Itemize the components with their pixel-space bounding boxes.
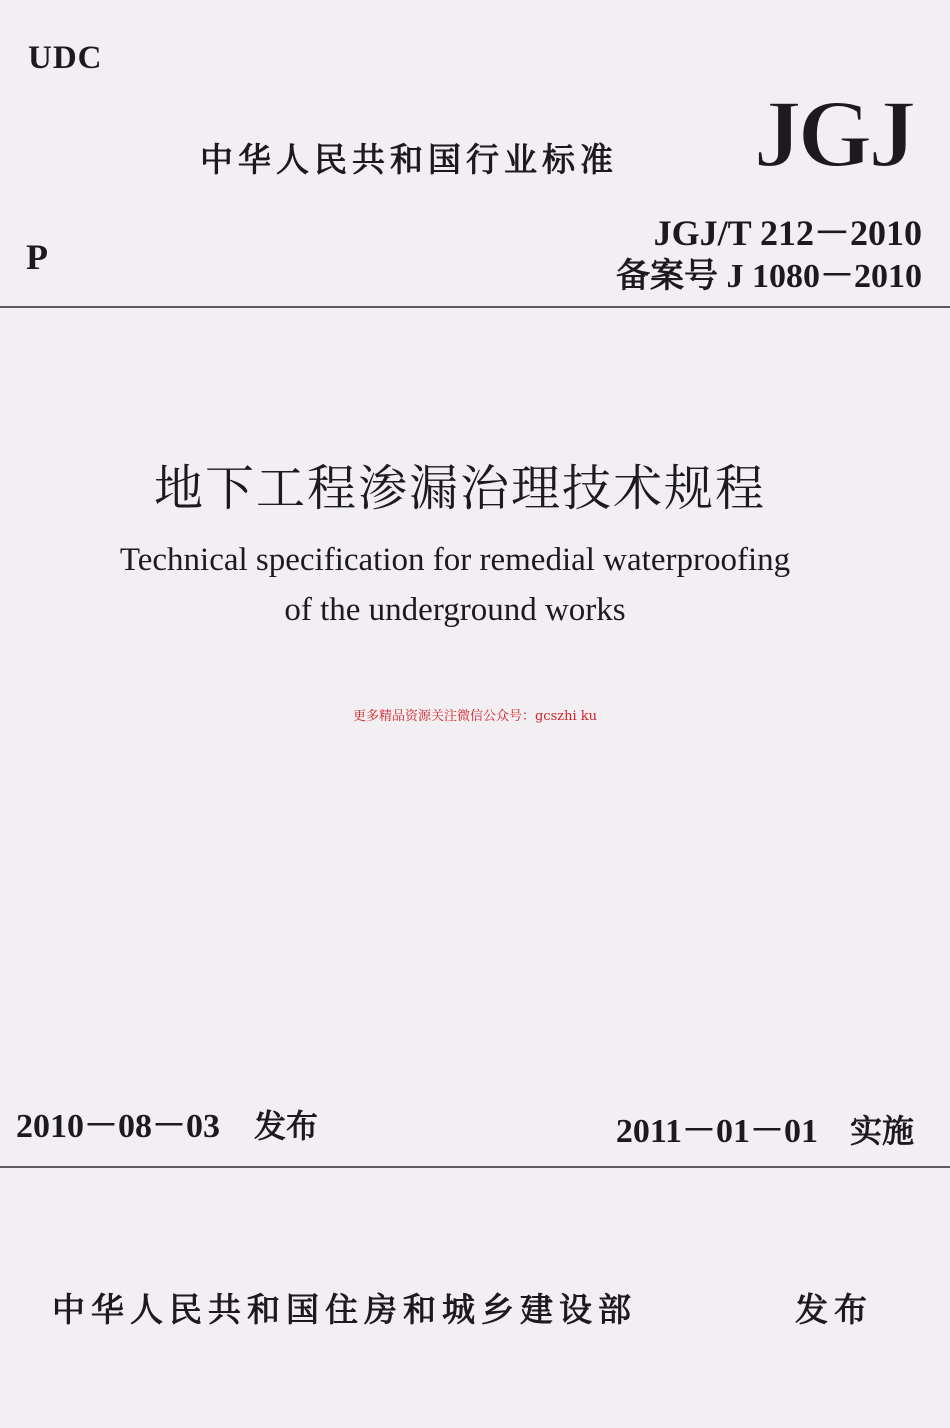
implementation-date (616, 1103, 914, 1152)
record-number: 备案号 J 1080－2010 (616, 258, 922, 295)
udc-label: UDC (28, 40, 103, 76)
issue-date (16, 1098, 318, 1147)
svg-text:JGJ: JGJ (753, 88, 913, 176)
bottom-divider (0, 1166, 950, 1168)
standard-number: JGJ/T 212－2010 (653, 213, 922, 253)
title-english (40, 535, 870, 635)
publisher: 中华人民共和国住房和城乡建设部 (52, 1290, 637, 1329)
implementation-date-label: 实施 (849, 1112, 914, 1150)
issue-date-label: 发布 (254, 1107, 319, 1145)
top-divider (0, 306, 950, 308)
title-english-line1: Technical specification for remedial waterproofing (119, 542, 791, 578)
resource-notice: 更多精品资源关注微信公众号：gcszhi ku (352, 709, 598, 724)
publish-label: 发布 (795, 1290, 873, 1329)
jgj-logo (742, 88, 924, 176)
title-chinese: 地下工程渗漏治理技术规程 (153, 460, 766, 517)
implementation-date-value: 2011－01－01 (615, 1113, 818, 1150)
issue-date-value: 2010－08－03 (16, 1108, 220, 1145)
classification-code: P (26, 237, 48, 277)
standard-category: 中华人民共和国行业标准 (200, 140, 618, 179)
title-english-line2: of the underground works (284, 592, 626, 628)
